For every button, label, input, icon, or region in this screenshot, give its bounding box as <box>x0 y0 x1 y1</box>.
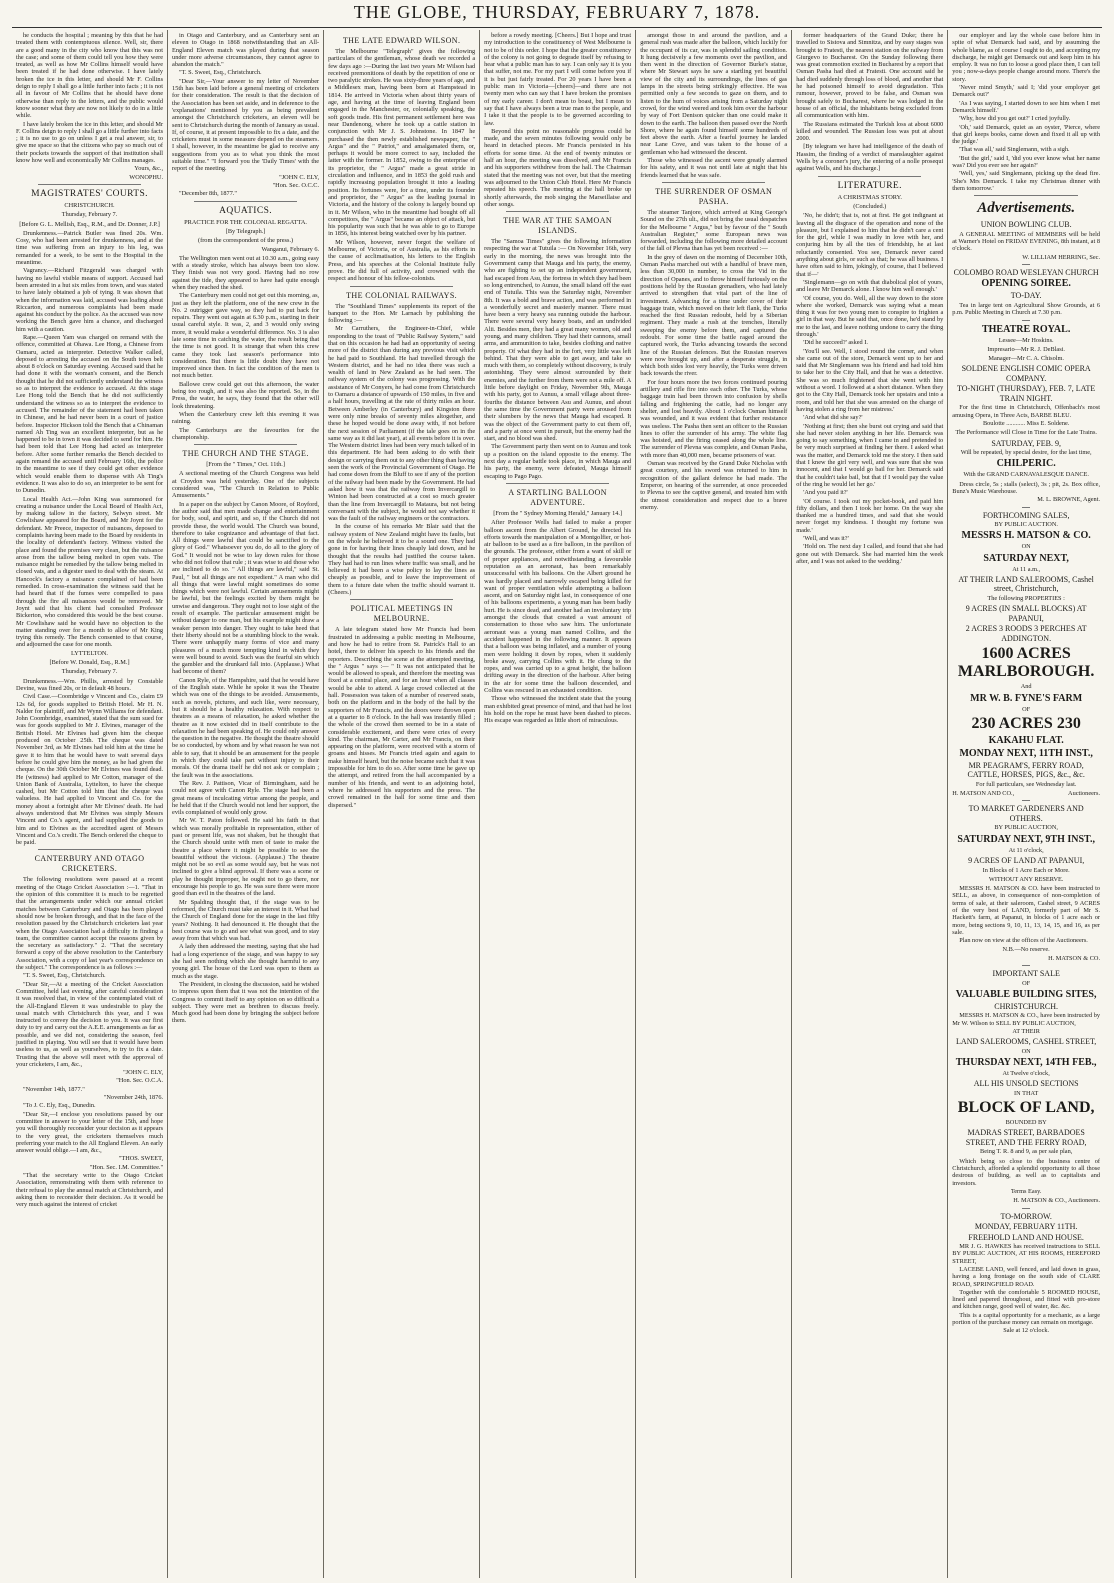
paragraph: 'Well, and was it?' <box>803 535 849 542</box>
ad-signature: H. MATSON & CO. <box>1048 954 1101 962</box>
paragraph: In the course of his remarks Mr Blair said that the railway system of New Zealand might have its faults, but on the whole he believed it to be a sound one. They had gone in for having their lines cheaply laid down, and he thought that the results had justified the course taken. They had had to run lines where traffic was small, and he believed it had been a wise policy to lay the lines as cheaply as possible, and to leave the improvement of them to a future date when the traffic should warrant it. (Cheers.) <box>328 523 476 597</box>
ad-signature: Auctioneers. <box>1068 790 1101 798</box>
subheading: A CHRISTMAS STORY. <box>837 193 902 201</box>
letter-address: "T. S. Sweet, Esq., Christchurch. <box>179 69 262 77</box>
ad-line: ON <box>1021 543 1031 551</box>
ad-body: MR J. G. HAWKES has received instructions to SELL BY PUBLIC AUCTION, AT HIS ROOMS, HEREFORD STREET, <box>952 1243 1101 1265</box>
paragraph: amongst those in and around the pavilion, and a general rush was made after the balloon, which luckily for the occupant of its car, was in splendid sailing condition. It hung decisively a few moments over the pavilion, and then went in the direction of Governor Burke's statue, where Mr Stewart says he saw a startling yet beautiful view of the city and its surroundings, the lines of gas lamps in the streets being strikingly effective. He was permitted only a few seconds to gaze on them, and to listen to the hum of voices arising from a Saturday night crowd, for the wind veered and took him over the harbour by way of Fort Denison quicker than one could make it down to the earth. The balloon then passed over the North Shore, where he again found himself some hundreds of feet above the earth. After a fearful journey he landed near Lane Cove, and was taken to the house of a gentleman who had witnessed the descent. <box>640 32 788 156</box>
telegraph-note: [By Telegraph.] <box>225 227 266 235</box>
paragraph: [By telegram we have had intelligence of the death of Hassim, the finding of a verdict of manslaughter against Wells by a coroner's jury, the entering of a nolle prosequi against Wells, and his discharge.] <box>796 143 944 173</box>
paragraph: he conducts the hospital ; meaning by this that he had treated them with contemptuous silence. Well, sir, there are a good many in the city who know that this was not the case; and some of them could tell you how they were treated, as well as how Mr Collins himself would have been treated if he had done otherwise. I have lately broken the ice in this letter, and should Mr F. Collins deign to reply I shall go a little further into facts ; it is not all in favour of Mr Collins that he should have done otherwise than reply to the letters, and the public would know sooner what they are now not likely to do in a little while. <box>16 32 164 120</box>
ad-subtitle: TO-DAY. <box>1010 291 1042 301</box>
subheading: PRACTICE FOR THE COLONIAL REGATTA. <box>184 218 307 226</box>
paragraph: A late telegram stated how Mr Francis had been frustrated in addressing a public meeting in Melbourne, and how he had to retire from St. Patrick's Hall to an hotel, there to deliver his speech to his friends and the reporters. Describing the scene at the attempted meeting, the " Argus " says :— " It was not anticipated that he would be allowed to speak, and therefore the meeting was fixed at a central place, and for an hour when all classes would be able to attend. A large crowd collected at the hall. Possession was taken of a number of reserved seats, both on the platform and in the body of the hall by the supporters of Mr Francis, and the doors were thrown open at a quarter to 8 o'clock. In the hall was instantly filled ; the whole of the crowd then seemed to be in a state of considerable excitement, and there were cries of every kind. The chairman, Mr Carter, and Mr Francis, on their appearing on the platform, were received with a storm of groans and hisses. Mr Francis tried again and again to make himself heard, but the noise became such that it was impossible for him to do so. After some time he gave up the attempt, and retired from the hall accompanied by a number of his friends, and went to an adjoining hotel, where he addressed his supporters and the press. The crowd remained in the hall for some time and then dispersed." <box>328 626 476 809</box>
paragraph: "Dear Sir,—At a meeting of the Cricket Association Committee, held last evening, after careful consideration it was resolved that, in view of the contemplated visit of the All-England Eleven it was undesirable to play the usual match with Christchurch this year, and I was instructed to convey the decision to you. It was our first duty to try and carry out the A.E.E. arrangements as far as possible, and we did not, considering the season, feel justified in playing. You will see that it would have been useless to us, as well as yourselves, to try to fix a date. Trusting that the above will meet with the approval of your cricketers, I am, &c., <box>16 980 164 1068</box>
section-rule <box>194 201 297 202</box>
ad-line: Impresario—Mr R. J. DeBlasi. <box>987 345 1065 353</box>
paragraph: in Otago and Canterbury, and as Canterbury sent an eleven to Otago in 1868 notwithstanding that an All-England Eleven match was played during that season under more adverse circumstances, they cannot agree to abandon the match." <box>172 32 320 69</box>
paragraph: The Melbourne "Telegraph" gives the following particulars of the gentleman, whose death we recorded a few days ago :—During the last two years Mr Wilson had received premonitions of death by the repetition of one or two paralytic strokes. He was sixty-three years of age, and a Middlesex man, having been born at Hampstead in 1814. He arrived in Victoria when about thirty years of age, and having at the time of leaving England been engaged in the Manchester, or, colonially speaking, the soft goods trade. His first permanent settlement here was near Dandenong, where he took up a cattle station in conjunction with Mr J. S. Johnstone. In 1847 he purchased the then newly established newspaper, the " Argus" and the " Patriot," and amalgamated them, or, perhaps it would be more correct to say, included the latter with the former. In 1852, owing to the enterprise of its proprietor, the " Argus" made a great stride in circulation and influence, and in 1853 the gold rush and rapidly increasing population brought it into a leading position. Its fortunes were, for a time, under its founder and proprietor, the " Argus" as the leading journal in Victoria, and the history of the colony is largely bound up in it. Mr Wilson, who in the meantime had bought off all competitors, the " Argus" became an object of attack, but his popularity was such that he was able to go to Europe in 1856, his interest being watched over by his partner. <box>328 48 476 238</box>
section-heading: THE LATE EDWARD WILSON. <box>342 36 461 45</box>
signature: "THOS. SWEET, <box>118 1155 164 1163</box>
ad-line: AT THEIR LAND SALEROOMS, Cashel street, Christchurch, <box>958 574 1094 594</box>
paragraph: Beyond this point no reasonable progress could be made, and the seven minutes following would only be heard in detached pieces. Mr Francis persisted in his efforts for some time. At the end of twenty minutes or half an hour, the meeting was dissolved, and Mr Francis and his supporters withdrew from the hall. The Chairman stated that the meeting was not over, but that the meeting was adjourned to the Union Club Hotel. Here Mr Francis repeated his speech. The meeting at the hall broke up shortly afterwards, the mob singing the Marseillaise and other songs. <box>484 127 632 208</box>
ad-signature: W. LILLIAM HERRING, Sec. <box>1022 253 1101 261</box>
paragraph: 'But the girl,' said I, 'did you ever know what her name was? Did you ever see her again?' <box>952 154 1101 170</box>
ad-line: Manager—Mr C. A. Chisolm. <box>988 355 1064 363</box>
paragraph: 'Well, yes,' said Singlemann, picking up the dead fire. 'She's Mrs Demarck. I take my Christmas dinner with them tomorrow.' <box>952 170 1101 192</box>
dateline: Thursday, February 7. <box>61 211 118 219</box>
section-rule <box>506 483 609 484</box>
paragraph: Drunkenness.—Patrick Butler was fined 20s. Wm. Cosy, who had been arrested for drunkenness, and at the time was suffering from an injury to his leg, was remanded for a week, to be sent to the Hospital in the meantime. <box>16 229 164 267</box>
section-heading: THE COLONIAL RAILWAYS. <box>346 290 458 300</box>
column-1 <box>12 30 168 1578</box>
ad-line: OF <box>1022 705 1031 713</box>
ad-line: 2 ACRES 3 ROODS 3 PERCHES AT ADDINGTON. <box>965 624 1087 643</box>
paragraph: Drunkenness.—Wm. Phillis, arrested by Constable Devine, was fined 20s, or in default 48 hours. <box>16 677 164 692</box>
paragraph: The President, in closing the discussion, said he wished to impress upon them that it was not the intention of the Congress to commit itself to any opinion on so difficult a subject. They were met as brethren to discuss freely. Much good had been done by bringing the subject before them. <box>172 980 320 1025</box>
letter-date: "November 14th, 1877." <box>23 1085 85 1093</box>
ad-rule <box>1022 320 1030 321</box>
signature: "Hon. Sec. O.C.C. <box>272 181 320 189</box>
section-heading: CANTERBURY AND OTAGO CRICKETERS. <box>34 854 145 874</box>
paragraph: Mr Carruthers, the Engineer-in-Chief, while responding to the toast of "Public Railway System," said that on this occasion he had had an opportunity of seeing more of the district than during any previous visit which he had paid to Southland. He had travelled through the Western district, and he had no idea there was such a wealth of land in New Zealand as he had seen. The railway system of the colony was progressing. With the assistance of Mr Conyers, he had come from Christchurch to Oamaru a distance of upwards of 150 miles, in five and a half hours, travelling at the rate of thirty miles an hour. Between Amberley (in Canterbury) and Kingston there were only nine breaks of seventy miles altogether, and these he hoped would be done away with, if not before the next session of Parliament (if the tale goes on in the same way as it did last year), at all events before it is over. The Western district lines had been very much talked of in this department. He had been asking to do with their design or carrying them out to any other thing than having seen the work of the Provincial Government of Otago. He had come down from the Bluff to see if any of the portion of the railway had been made by the Government. He had asked how it was that the railway from Invercargill to Winton had been constructed at a cost so much greater than the line from Invercargill to Mataura, but not being conversant with the subject, he would not say whether it was the fault of the railway engineers or the contractors. <box>328 325 476 523</box>
paragraph: A sectional meeting of the Church Congress was held at Croydon was held yesterday. One of the subjects considered was, "The Church in Relation to Public Amusements." <box>172 470 320 500</box>
ad-line: N.B.—No reserve. <box>1002 945 1050 953</box>
ad-line: Terms Easy. <box>1010 1187 1042 1195</box>
ad-headline: OPENING SOIREE. <box>981 278 1071 290</box>
paragraph: The Russians estimated the Turkish loss at about 6000 killed and wounded. The Russian loss was put at about 2000. <box>796 120 944 143</box>
paragraph: The steamer Tanjore, which arrived at King George's Sound on the 27th ult., did not bring the usual despatches for the Melbourne " Argus," but by favour of the " South Australian Register," some European news was forwarded, including the following more detailed account of the fall of Plevna than has yet been received :— <box>640 208 788 253</box>
section-rule <box>974 195 1078 196</box>
column-5 <box>636 30 792 1578</box>
paragraph: When the Canterbury crew left this evening it was raining. <box>172 410 320 426</box>
ad-line: At 11 a.m., <box>1012 565 1041 573</box>
paragraph: 'And you paid it?' <box>803 489 848 497</box>
ad-line: In Blocks of 1 Acre Each or More. <box>982 866 1070 874</box>
paragraph: our employer and lay the whole case before him in spite of what Demarck had said, and by assuming the whole blame, as of course I ought to do, and accepting my discharge, he might get Demarck out and keep him in his employ. It was no fun to loose a good place then, I can tell you ; now-a-days people change around more. There's the story. <box>952 32 1101 83</box>
ad-line: Lessee—Mr Hoskins. <box>998 336 1054 344</box>
paragraph: The Government party then went on to Aunuu and took up a position on the island opposite to the enemy. The next day a regular battle took place, in which Mauga and his party, the enemy, were defeated, Mauga himself escaping to Pago Pago. <box>484 443 632 480</box>
ad-line: BOUNDED BY <box>1005 1119 1047 1127</box>
ad-headline: MONDAY NEXT, 11TH INST., <box>959 747 1093 759</box>
advertisements-heading: Advertisements. <box>977 200 1076 217</box>
ad-headline: VALUABLE BUILDING SITES, <box>955 988 1097 1000</box>
ad-rule <box>1022 507 1030 508</box>
letter-address: "T. S. Sweet, Esq., Christchurch. <box>23 972 106 980</box>
paragraph: The Wellington men went out at 10.30 a.m., going easy with a steady stroke, which has always been too slow. They finish was not very good. Having had no row against the tide, they appeared to have had quite enough when they reached the shed. <box>172 254 320 291</box>
ad-line: SOLDENE ENGLISH COMIC OPERA COMPANY. <box>961 364 1091 383</box>
ad-body: MESSRS H. MATSON & CO. have been instructed to SELL, as above, in consequence of non-completion of terms of sale, at their saleroom, Cashel street, 9 ACRES of the very best of LAND, formerly part of Mr S. Hackett's farm, at Papanui, in blocks of 1 acre each or more, being sections 9, 10, 11, 13, 14, 15, and 16, as per sale. <box>952 885 1101 936</box>
paragraph: 'Nothing at first; then she burst out crying and said that she had never stolen anything in her life. Demarck was going to say something, when I came in and pretended to be very much surprised at finding her there. I asked what was the matter, and Demarck told me the story. I then said that I knew the girl very well, and was sure that she was innocent, and that I would go bail for her. Demarck said that he couldn't take bail, but that if I would pay the value of the ring he would let her go.' <box>796 422 944 488</box>
source-note: [From the " Sydney Morning Herald," January 14.] <box>493 509 623 517</box>
masthead-rule <box>12 27 1102 28</box>
ad-line: Being T. R. 8 and 9, as per sale plan, <box>980 1148 1073 1156</box>
ad-line: MADRAS STREET, BARBADOES STREET, AND THE FERRY ROAD, <box>965 1128 1087 1147</box>
signature: "Hon. Sec. O.C.A. <box>116 1077 164 1085</box>
paragraph: 'Why, how did you get out?' I cried joyfully. <box>959 115 1071 123</box>
ad-title: FORTHCOMING SALES, <box>982 510 1070 520</box>
ad-line: 9 ACRES (IN SMALL BLOCKS) AT PAPANUI, <box>965 604 1087 623</box>
ad-line: At 11 o'clock, <box>1008 846 1044 854</box>
ad-line: LAND SALEROOMS, CASHEL STREET, <box>956 1037 1097 1047</box>
paragraph: Local Health Act.—John King was summoned for creating a nuisance under the Local Board of Health Act, by making tallow in the factory, Selwyn street. Mr Cowlishaw appeared for the Board, and Mr Joynt for the defendant. Mr Preece, inspector of nuisances, deposed to complaints having been made to the Board by residents in the locality of defendant's factory. Witness visited the place and found the premises very clean, but the nuisance arose from the tallow being melted in open vats. The nuisance might be remedied by the tallow being melted in closed vats, and a digester used to deal with the steam. At Hancock's factory a nuisance complained of had been remedied. In cross-examination the witness said that he had heard that if the fumes were compelled to pass through the fire all nuisances would be removed. Mr Joynt said that his client had consulted Professor Bickerton, who considered this would be the best course. Mr Cowlishaw said he would have no objection to the matter standing over for a month to allow of Mr King trying this remedy. The Bench consented to that course, and adjourned the case for one month. <box>16 495 164 649</box>
ad-line: The Performance will Close in Time for the Late Trains. <box>955 429 1097 437</box>
section-heading: POLITICAL MEETINGS IN MELBOURNE. <box>350 604 453 624</box>
column-3 <box>324 30 480 1578</box>
paragraph: Civil Case.—Coombridge v Vincent and Co., claim £9 12s 6d, for goods supplied to British Hotel. Mr H. N. Nalder for plaintiff, and Mr Wynn Williams for defendant. John Coombridge, examined, stated that the sum sued for was for goods supplied to Mr J. Elvines, manager of the British Hotel. Mr Elvines had given him the cheque produced on October 25th. The cheque was dated November 3rd, as Mr Elvines had told him at the time he gave it to him that he would have to wait several days before he could give him the money, as he had given the cheque. On the 30th October Mr Elvines was found dead. He (witness) had applied to Mr Cotton, manager of the Union Bank of Australia, Lyttelton, to have the cheque cashed, but Mr Cotton told him that the cheque was valueless. He had applied to Vincent and Co. for the money about a fortnight after Mr Elvines' death. He had always understood that Mr Elvines was simply Messrs Vincent and Co.'s agent, and had supplied the goods to him and to Elvines as the accredited agent of Messrs Vincent and Co.'s credit. The Bench ordered the cheque to be paid. <box>16 693 164 847</box>
ad-headline: THURSDAY NEXT, 14TH FEB., <box>955 1057 1097 1069</box>
paragraph: Rape.—Queen Yam was charged on remand with the offence, committed at Ohawa. Lee Hong, a Chinese from Oamaru, acted as interpreter. Detective Walker called, deposed to arresting the accused on the South town belt about 8 o'clock on Saturday evening. Accused said that he had done it with the woman's consent, and the Bench thought that he did not sufficiently understand the witness so as to interpret the evidence to accused. At this stage Lee Hong told the Bench that he did not sufficiently understand the witness so as to interpret the evidence to accused. The remainder of the statement had been taken in Chinese, and he had never been in a court of justice before. Inspector Hickson told the Bench that a Chinaman named Ah Ting was an excellent interpreter, but as he happened to be in town it was decided to send for him. He had been told that Lee Hong had acted as interpreter before. After some further remarks the Bench decided to again remand the accused until February 16th, the police in the meantime to see if they could get other evidence which would enable them to dispense with Ah Ting's evidence. It was also to do so, an interpreter to be sent for to Dunedin. <box>16 333 164 495</box>
paragraph: The "Samoa Times" gives the following information respecting the war at Tutuila :— On November 16th, very early in the morning, the news was brought into the Government camp that Mauga and his party, the enemy, who are fighting to set up an independent government, had escaped from Asu, the fortress in which they had been so long entrenched, to Aunuu, the small island off the east end of Tutuila. This was the Saturday night, November 8th. It was a bold and brave action, and was performed in a wonderfully secret and masterly manner. There must have been a very heavy sea running outside the harbour. There were several very heavy boats, and an undivided Alii. Besides men, they had a great many women, old and young, and many children. They had their cannons, small arms, and ammunition to take, besides clothing and native property. Of what they had in the fort, very little was left behind. That they were able to get away, and take so much with them, so completely without discovery, is truly astonishing. They were almost surrounded by their enemies, and the further from them were not a mile off. A little before daylight on Friday, November 9th, Mauga with his party, got to Aunuu, a small village about three-fourths the distance between Asu and Aunuu, and about the same time the Government party were aroused from their slumbers by the news that Mauga had escaped. It was the object of the Government party to cut them off, and a party at once went in pursuit, but the enemy had the start, and no blood was shed. <box>484 238 632 443</box>
source-note: [From the " Times," Oct. 11th.] <box>206 461 285 469</box>
ad-line: And <box>1020 683 1032 691</box>
paragraph: Mr Wilson, however, never forgot the welfare of Melbourne, of Victoria, or of Australia, as his efforts in the cause of acclimatisation, his letters to the English Press, and his speeches at the Colonial Institute fully prove. He did full of activity, and crowned with the respect and honour of his fellow-colonists. <box>328 238 476 283</box>
paragraph: "That the secretary write to the Otago Cricket Association, remonstrating with them with reference to their refusal to play the annual match at Christchurch, and asking them to reconsider their decision. As it would be very much against the interest of cricket <box>16 1172 164 1209</box>
ad-signature: M. L. BROWNE, Agent. <box>1037 496 1101 504</box>
ad-line: BY PUBLIC AUCTION, <box>994 824 1058 832</box>
paragraph: Ballowe crew could get out this afternoon, the water being too rough, and it was also the reported. So, in the Press, the water, he says, they found that the other will look threatening. <box>172 380 320 410</box>
ad-line: 9 ACRES OF LAND AT PAPANUI, <box>968 856 1085 866</box>
paragraph: Vagrancy.—Richard Fitzgerald was charged with having no lawful visible means of support. Accused had been arrested in a hut six miles from town, and was stated to have lately obtained a job of tying. It was shown that when the information was laid, accused was loafing about Riccarton, and numerous complaints had been made against his conduct by the police. As the accused was now working the Bench gave him a chance, and discharged him with a caution. <box>16 267 164 333</box>
bench-note: [Before W. Donald, Esq., R.M.] <box>49 659 130 667</box>
ad-line: Will be repeated, by special desire, for the last time, <box>960 449 1092 457</box>
ad-body: Tea in large tent on Agricultural Show Grounds, at 6 p.m. Public Meeting in Church at 7.30 p.m. <box>952 301 1101 317</box>
ad-line: FREEHOLD LAND AND HOUSE. <box>968 1232 1084 1242</box>
paragraph: Those who witnessed the ascent were greatly alarmed for his safety, and it was not until late at night that his friends learned that he was safe. <box>640 157 788 179</box>
section-rule <box>818 176 921 177</box>
section-heading: THE WAR AT THE SAMOAN ISLANDS. <box>503 216 613 236</box>
paragraph: 'Of course. I took out my pocket-book, and paid him fifty dollars, and then I took her home. On the way she thanked me a hundred times, and said that she would never forget my kindness. I thought my fortune was made.' <box>796 497 944 534</box>
ad-line: For full particulars, see Wednesday last. <box>975 780 1077 788</box>
paragraph: Mr Spalding thought that, if the stage was to be reformed, the Church must take an interest in it. What had the Church of England done for the stage in the last fifty years? Nothing. It had denounced it. He thought that the best course was to go and see what was good, and to stay away from that which was bad. <box>172 898 320 943</box>
paragraph: 'You'll see. Well, I stood round the corner, and when she came out of the store, Demarck went up to her and said that Mr Singlemann was his friend and had told him to take her to the City Hall, and that he was a detective. She was so much frightened that she went with him without a word. I followed at a short distance. When they got to the City Hall, Demarck took her upstairs and into a room, and told her that she was arrested on the charge of having stolen a ring from her mistress.' <box>796 347 944 413</box>
ad-title: COLOMBO ROAD WESLEYAN CHURCH <box>953 267 1099 277</box>
signature: Yours, &c., <box>134 165 164 173</box>
correspondent-note: (from the correspondent of the press.) <box>198 237 294 245</box>
paragraph: In a paper on the subject by Canon Moore, of Royford, the author said that men made change and entertainment for body, soul, and spirit, and so, if the Church did not provide these, the world would. The Church was bound, therefore to take cognizance and advantage of that fact. All things were lawful that could be sanctified to the glory of God." Whatsoever you do, do all to the glory of God." It would not be wise to lay down rules for those who did not follow that rule ; it was wise to aid those who are inclined to do so. " All things are lawful," said St. Paul, " but all things are not expedient." A man who did all things that were lawful might sometimes do some things which were not lawful. Certain amusements might be lawful, but the feelings excited by them might be unwise and dangerous. They ought not to lose sight of the result of example. The particular amusement might be without danger to one man, but his example might draw a weaker person into danger. They ought to take heed that their liberty should not be a stumbling block to the weak. There were unhappily many forms of vice and many pleasures of a much more tempting kind in which they were well bound to avoid. Such was the fearful sin which the gambler and the drunkard fall into. (Applause.) What had become of them? <box>172 500 320 676</box>
ad-line: At Twelve o'clock, <box>1002 1070 1050 1078</box>
ad-title: IMPORTANT SALE <box>992 969 1060 979</box>
paragraph: The "Southland Times" supplements its report of the banquet to the Hon. Mr Larnach by publishing the following :— <box>328 302 476 325</box>
paragraph: 'That was all,' said Singlemann, with a sigh. <box>959 146 1070 154</box>
ad-line: Sale at 12 o'clock. <box>1003 1327 1050 1335</box>
paragraph: The Canterbury men could not get out this morning, as, just as they left the platform, one of the new crew in the No. 2 outrigger gave way, so they had to put back for repairs. They went out again at 6.30 p.m., starting in their usual careful style. It was, 2, and 3 would only swing more, it would make a wonderful difference. No. 3 is also late some time in catching the water, the result being that the time is not good. It is strange that when this crew came they took last season's performance into consideration. But there is little doubt they have not improved since then. In fact the condition of the men is not much better. <box>172 292 320 380</box>
columns <box>12 30 1104 1578</box>
letter-date: "December 8th, 1877." <box>179 190 237 198</box>
section-rule <box>38 849 141 850</box>
ad-rule <box>1022 965 1030 966</box>
section-heading: A STARTLING BALLOON ADVENTURE. <box>508 487 607 507</box>
masthead: THE GLOBE, THURSDAY, FEBRUARY 7, 1878. <box>353 2 761 22</box>
paragraph: Canon Ryle, of the Hampshire, said that he would have of the English state. While he spoke it was the Theatre which was one of the things to be avoided. Amusements, such as novels, pictures, and such like, were necessary, but it should be a healthy relaxation. With respect to theatres as a means of relaxation, he asked whether the theatre as it now existed did in itself contribute to the relaxation he had been speaking of. He could only answer the question in the negative. He thought the theatre should be so conducted, by whom and by what reason he was not able to say, that it should be an amusement for the people in which they could take part without injury to their morals. Of the drama itself he did not ask or complain ; the fault was in the associations. <box>172 676 320 779</box>
ad-headline: 1600 ACRES MARLBOROUGH. <box>957 645 1095 681</box>
ad-body: Plan now on view at the offices of the Auctioneers. <box>959 937 1088 945</box>
paragraph: 'Did he succeed?' asked I. <box>803 339 868 347</box>
ad-headline: SATURDAY NEXT, <box>983 552 1069 564</box>
ad-headline: MESSRS H. MATSON & CO. <box>961 530 1091 542</box>
signature: "JOHN C. ELY, <box>279 173 320 181</box>
ad-line: TO-NIGHT (THURSDAY), FEB. 7, LATE TRAIN NIGHT. <box>957 384 1096 403</box>
paragraph: former headquarters of the Grand Duke; there he travelled to Sistova and Simnitza, and by easy stages was brought to Fratesti, the nearest station on the railway from Giurgevo to Bucharest. On the Sunday following there was great commotion excited in Bucharest by a report that Osman Pasha had died at Fratesti. One account said he had died suddenly through loss of blood, and another that he had poisoned himself to avoid degradation. This rumour, however, proved to be false, and Osman was brought safely to Bucharest, where he was lodged in the house of an official, the inhabitants being excluded from all communication with him. <box>796 32 944 120</box>
paragraph: 'Never mind Smyth,' said I; 'did your employer get Demarck out?' <box>952 84 1101 99</box>
ad-body: A GENERAL MEETING of MEMBERS will be held at Warner's Hotel on FRIDAY EVENING, 8th instant, at 8 o'clock. <box>952 230 1101 253</box>
paragraph: before a rowdy meeting. [Cheers.] But I hope and trust my introduction to the constituency of West Melbourne is not to be of this order. I hope that the greater constituency of the colony is not going to degrade itself by refusing to hear what a public man has to say. I can only say it is you that suffer, not me. For my part I will come before you if it is but just fairly treated. For 20 years I have been a public man in Victoria—[cheers]—and there are not twenty men who can say that I have broken the promises of my early career. I don't mean to boast, but I mean to say that I have always been a true man to the people, and I take it that the people is to be governed according to law. <box>484 32 632 127</box>
ad-body: Which being so close to the business centre of Christchurch, afforded a splendid opportunity to all those desirous of building, as well as to capitalists and investors. <box>952 1157 1101 1187</box>
ad-line: AT THEIR <box>1012 1028 1040 1035</box>
paragraph: 'Oh,' said Demarck, quiet as an oyster, 'Pierce, where that girl keeps books, came down and fixed it all up with the judge.' <box>952 123 1101 146</box>
signature: "Hon. Sec. I.M. Committee." <box>89 1163 164 1171</box>
ad-line: The following PROPERTIES : <box>987 594 1065 602</box>
paragraph: Those who witnessed the incident state that the young man exhibited great presence of mind, and that had he lost his hold on the rope he must have been dashed to pieces. His escape was regarded as little short of miraculous. <box>484 695 632 725</box>
section-heading: THE CHURCH AND THE STAGE. <box>182 449 309 459</box>
paragraph: The Rev. J. Pattison, Vicar of Birmingham, said he could not agree with Canon Ryle. The stage had been a great means of inculcating virtue among the people, and he held that if the Church would not lend her support, the evils complained of would only grow. <box>172 779 320 817</box>
ad-signature: H. MATSON & CO., Auctioneers. <box>1013 1197 1101 1205</box>
paragraph: 'And what did she say?' <box>803 414 863 422</box>
paragraph: After Professor Wells had failed to make a proper balloon ascent from the Albert Ground, he directed his efforts towards the manipulation of a Montgolfier, or hot-air balloon to be used as a fire balloon, in the pavilion of the grounds. The professor, either from a want of skill or of proper appliances, and notwithstanding a favourable reputation as an aeronaut, has been remarkably unsuccessful with his balloons. On the Albert ground he was hardly placed and narrowly escaped being killed for want of proper ventilation while attempting a balloon ascent, and on Saturday night last, in consequence of one of his balloons experiments, a young man has been badly hurt. He is since dead, and another had an involuntary trip amongst the clouds that created a vast amount of consternation to those who saw him. The unfortunate aeronaut was a young man named Collins, and the accident happened in the following manner. It appears that a balloon was being inflated, and a number of young men were holding it down by ropes, when it suddenly broke away, carrying Collins with it. He clung to the ropes, and was carried up to a great height, the balloon drifting away in the direction of the harbour. After being in the air for some time the balloon descended, and Collins was rescued in an exhausted condition. <box>484 519 632 695</box>
ad-headline: CHILPERIC. <box>996 458 1056 470</box>
ad-headline: THEATRE ROYAL. <box>981 323 1071 335</box>
section-heading: LITERATURE. <box>837 180 902 191</box>
column-4 <box>480 30 636 1578</box>
concluded-note: (Concluded.) <box>853 202 887 210</box>
ad-body: Dress circle, 5s ; stalls (select), 3s ; pit, 2s. Box office, Bunz's Music Warehouse. <box>952 480 1101 495</box>
dateline: Thursday, February 7. <box>61 668 118 676</box>
paragraph: 'Of course, you do. Well, all the way down to the store where she worked, Demarck was saying what a mean thing it was for two young men to conspire to frighten a girl in that way. But he said that, once done, he'd stand by me to the last, and leave nothing undone to carry the thing through.' <box>796 294 944 338</box>
ad-title: TO MARKET GARDENERS AND OTHERS. <box>968 804 1084 823</box>
ad-rule <box>1022 800 1030 801</box>
ad-headline: 230 ACRES 230 <box>971 714 1081 732</box>
paragraph: In the grey of dawn on the morning of December 10th, Osman Pasha marched out with a handful of brave men, less than 30,000 in number, to cross the Vid in the direction of Opanes, and to throw himself furiously on the positions held by the Russian grenadiers, who had lately arrived to strengthen that vital part of the line of investment. Advancing for a time under cover of their baggage train, which moved on their left flank, the Turks reached the first Russian redoubt, held by a Siberian regiment. They made a rush at the trenches, literally sweeping the enemy before them, and captured the redoubt. For some time the battle raged around the captured work, the Turks advancing towards the second line of the Russian defences. But the Russian reserves were now brought up, and after a desperate struggle, in which both sides lost very heavily, the Turks were driven back towards the river. <box>640 253 788 378</box>
ad-rule <box>1022 1208 1030 1209</box>
column-2 <box>168 30 324 1578</box>
section-heading: THE SURRENDER OF OSMAN PASHA. <box>655 186 773 206</box>
paragraph: 'Hold on. The next day I called, and found that she had gone out with Demarck. She had married him the week after, and I was not asked to the wedding.' <box>796 543 944 565</box>
dateline: Wanganui, February 6. <box>261 246 320 254</box>
ad-line: SATURDAY, FEB. 9, <box>991 438 1061 448</box>
paragraph: 'No, he didn't; that is, not at first. He got indignant at leaving all the disgrace of the operation and none of the pleasure, but I explained to him that he didn't care a cent for the girl, while I was madly in love with her, and conjuring him by all the ties of friendship, he at last reluctantly consented. You see, Demarck never cared anything about girls, or such as that; he was all business. I have often said to him, jokingly, of course, that I believed that if—' <box>796 212 944 278</box>
ad-line: With the GRAND CARNAVALESQUE DANCE. <box>963 471 1089 479</box>
ad-body: For the first time in Christchurch, Offenbach's most amusing Opera, in Three Acts, BARBE BLEU. <box>952 404 1101 419</box>
ad-title: TO-MORROW. <box>1000 1211 1052 1221</box>
section-rule <box>662 182 765 183</box>
column-6 <box>792 30 948 1578</box>
paragraph: For four hours more the two forces continued pouring artillery and rifle fire into each other. The Turks, whose baggage train had been thrown into confusion by shells falling and frightening the cattle, had no longer any shelter, and lost heavily. About 1 o'clock Osman himself was wounded, and it was evident that further resistance was useless. The Pasha then sent an officer to the Russian lines to offer the surrender of his army. The white flag was hoisted, and the firing ceased along the whole line. The surrender of Plevna was complete, and Osman Pasha, with more than 40,000 men, became prisoners of war. <box>640 378 788 459</box>
ad-cast: Boulotte ............ Miss E. Soldene. <box>982 420 1070 427</box>
ad-headline: BLOCK OF LAND, <box>957 1099 1095 1117</box>
paragraph: The following resolutions were passed at a recent meeting of the Otago Cricket Association :—1. "That in the opinion of this committee it is much to be regretted that the arrangements under which our annual cricket matches between Canterbury and Otago has been played should now be broken through, and that in the face of the resolution passed by the Christchurch cricketers last year when the Otago Association had a difficulty in finding a team, the committee cannot accept the reasons given by the secretary as satisfactory." 2. "That the secretary forward a copy of the above resolution to the Canterbury Association, with a copy of last year's correspondence on the subject." The correspondence is as follows :— <box>16 876 164 972</box>
ad-line: CHRISTCHURCH. <box>994 1001 1059 1011</box>
letter-address: "To J. C. Ely, Esq., Dunedin. <box>23 1102 96 1110</box>
column-7 <box>948 30 1104 1578</box>
ad-body: This is a capital opportunity for a mechanic, as a large portion of the purchase money can remain on mortgage. <box>952 1311 1101 1327</box>
section-rule <box>194 444 297 445</box>
paragraph: 'As I was saying, I started down to see him when I met Demarck himself.' <box>952 99 1101 114</box>
paragraph: "Dear Sir,—I enclose you resolutions passed by our committee in answer to your letter of the 15th, and hope you will thoroughly reconsider your decision as it appears to the very great, the cricketers themselves much preferring your match to the All England Eleven. An early answer would oblige.—I am, &c., <box>16 1110 164 1155</box>
ad-line: BY PUBLIC AUCTION. <box>994 521 1058 529</box>
section-rule <box>506 211 609 212</box>
paragraph: Osman was received by the Grand Duke Nicholas with great courtesy, and his sword was returned to him in recognition of the gallant defence he had made. The Emperor, on hearing of the surrender, at once proceeded to Plevna to see the captive general, and treated him with the utmost consideration and respect due to a brave enemy. <box>640 460 788 511</box>
ad-line: MR PEAGRAM'S, FERRY ROAD, CATTLE, HORSES, PIGS, &c., &c. <box>967 760 1085 780</box>
ad-title: UNION BOWLING CLUB. <box>980 220 1072 230</box>
paragraph: I have lately broken the ice in this letter, and should Mr F. Collins deign to reply I shall go a little further into facts ; it is no use to go on unless I get a real answer, sir, to give me space so that the citizens who pay so much out of their pockets towards the support of that institution shall know how well and economically Mr Collins manages. <box>16 120 164 165</box>
ad-body: MESSRS H. MATSON & CO., have been instructed by Mr W. Wilson to SELL BY PUBLIC AUCTION, <box>952 1012 1101 1027</box>
ad-headline: SATURDAY NEXT, 9TH INST., <box>957 833 1095 845</box>
section-heading: AQUATICS. <box>219 205 273 216</box>
ad-line: WITHOUT ANY RESERVE. <box>988 875 1064 883</box>
paragraph: "Dear Sir,—Your answer to my letter of November 15th has been laid before a general meeting of cricketers for their consideration. The result is that the decision of the Association has been set aside, and in deference to the 'explanations' mentioned by you as being prevalent amongst the Christchurch cricketers, an eleven will be sent to Christchurch during the month of January as usual. If, of course, it at present impossible to fix a date, and the cricketers must in some measure depend on the steamers. I shall, however, in the meantime be glad to receive any suggestions from you as to what you think the most suitable time." "I forward you the 'Daily Times' with the report of the meeting. <box>172 77 320 173</box>
paragraph: 'Singlemann—go on with that diabolical plot of yours, and leave Mr Demarck alone. I know him well enough.' <box>796 278 944 294</box>
ad-line: ALL HIS UNSOLD SECTIONS <box>973 1079 1079 1089</box>
subheading: LYTTELTON. <box>71 649 109 657</box>
section-rule <box>350 286 453 287</box>
paragraph: The Canterburys are the favourites for the championship. <box>172 426 320 441</box>
ad-rule <box>1022 264 1030 265</box>
section-rule <box>350 599 453 600</box>
paragraph: A lady then addressed the meeting, saying that she had had a long experience of the stage, and was happy to say she had seen nothing which she thought harmful to any young girl. The house of the Lord was open to them as much as the stage. <box>172 943 320 980</box>
ad-headline: MR W. B. FYNE'S FARM <box>970 692 1083 704</box>
letter-date: "November 24th, 1876. <box>103 1094 164 1102</box>
ad-line: ON <box>1021 1047 1031 1055</box>
subheading: CHRISTCHURCH. <box>64 201 115 209</box>
ad-line: OF <box>1022 979 1031 987</box>
section-rule <box>38 184 141 185</box>
bench-note: [Before G. L. Mellish, Esq., R.M., and Dr. Donner, J.P.] <box>19 220 160 228</box>
signature: "JOHN C. ELY, <box>123 1069 164 1077</box>
paragraph: Mr W. T. Paton followed. He said his faith in that which was morally profitable in representation, either of past or present life, was not shaken, but he thought that the Church should unite with men of taste to make the theatre a place where it might be possible to see the beautiful without the vicious. (Applause.) The theatre might not be so evil as some would say, but he was not inclined to give a blind approval. If there was a scene or play he thought improper, he ought not to go there, nor encourage his people to go. He was sure there were more good than evil in the theatres of the land. <box>172 817 320 898</box>
ad-headline: KAKAHU FLAT. <box>988 734 1064 746</box>
ad-line: MONDAY, FEBRUARY 11TH. <box>974 1222 1078 1232</box>
ad-signature: H. MATSON AND CO., <box>952 790 1015 798</box>
section-heading: MAGISTRATES' COURTS. <box>31 188 148 199</box>
ad-body: LACEBE LAND, well fenced, and laid down in grass, having a long frontage on the south side of CLARE ROAD, SPRINGFIELD ROAD. <box>952 1265 1101 1288</box>
ad-body: Together with the comfortable 5 ROOMED HOUSE, lined and papered throughout, and fitted with pro-store and kitchen range, good well of water, &c. &c. <box>952 1288 1101 1311</box>
ad-footer <box>952 790 1100 797</box>
ad-line: IN THAT <box>1014 1089 1039 1097</box>
signature: WONOPHU. <box>129 173 164 181</box>
